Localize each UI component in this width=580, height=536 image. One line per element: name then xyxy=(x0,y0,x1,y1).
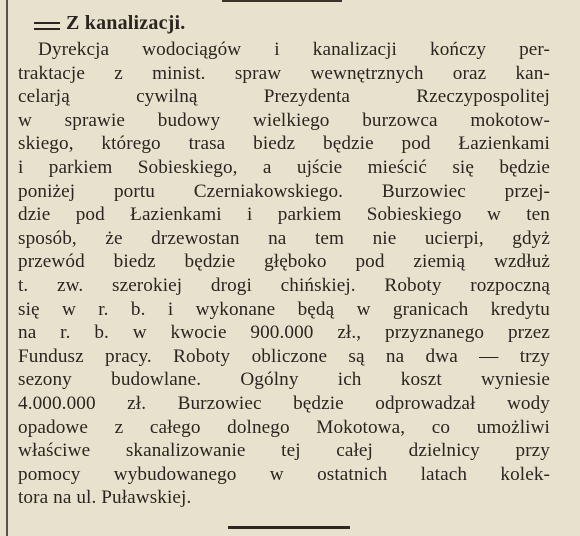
bottom-rule xyxy=(228,526,350,529)
article-line: traktacje z minist. spraw wewnętrznych oraz kan- xyxy=(18,62,550,84)
column-border xyxy=(6,0,8,536)
article-line: na r. b. w kwocie 900.000 zł., przyznanego przez xyxy=(18,322,550,344)
article-line: sposób, że drzewostan na tem nie ucierpi, gdyż xyxy=(18,227,550,249)
article-line: poniżej portu Czerniakowskiego. Burzowiec przej- xyxy=(18,180,550,202)
article-line: w sprawie budowy wielkiego burzowca mokotow- xyxy=(18,109,550,131)
article-line: opadowe z całego dolnego Mokotowa, co umożliwi xyxy=(18,416,550,438)
article-line: Dyrekcja wodociągów i kanalizacji kończy per- xyxy=(38,39,550,60)
article-line: przewód biedz będzie głęboko pod ziemią wzdłuż xyxy=(18,251,550,273)
article-header xyxy=(34,12,185,35)
article-line: celarją cywilną Prezydenta Rzeczypospolitej xyxy=(18,86,550,108)
article-line: 4.000.000 zł. Burzowiec będzie odprowadzał wody xyxy=(18,392,550,414)
article-line: właściwe skanalizowanie tej całej dzielnicy przy xyxy=(18,440,550,462)
heading-mark xyxy=(34,22,60,30)
article-body xyxy=(18,38,550,510)
article-line: skiego, którego trasa biedz będzie pod Łazienkami xyxy=(18,133,550,155)
article-line: tora na ul. Puławskiej. xyxy=(18,487,192,509)
article-line: pomocy wybudowanego w ostatnich latach kolek- xyxy=(18,463,550,485)
article-line: się w r. b. i wykonane będą w granicach kredytu xyxy=(18,298,550,320)
article-line: Fundusz pracy. Roboty obliczone są na dwa — trzy xyxy=(18,345,550,367)
article-line: sezony budowlane. Ogólny ich koszt wyniesie xyxy=(18,369,550,391)
top-rule xyxy=(222,0,342,2)
article-line: i parkiem Sobieskiego, a ujście mieścić się będzie xyxy=(18,156,550,178)
article-line: dzie pod Łazienkami i parkiem Sobieskiego w ten xyxy=(18,204,550,226)
article-line: t. zw. szerokiej drogi chińskiej. Roboty rozpoczną xyxy=(18,274,550,296)
article-heading: Z kanalizacji. xyxy=(66,12,186,34)
